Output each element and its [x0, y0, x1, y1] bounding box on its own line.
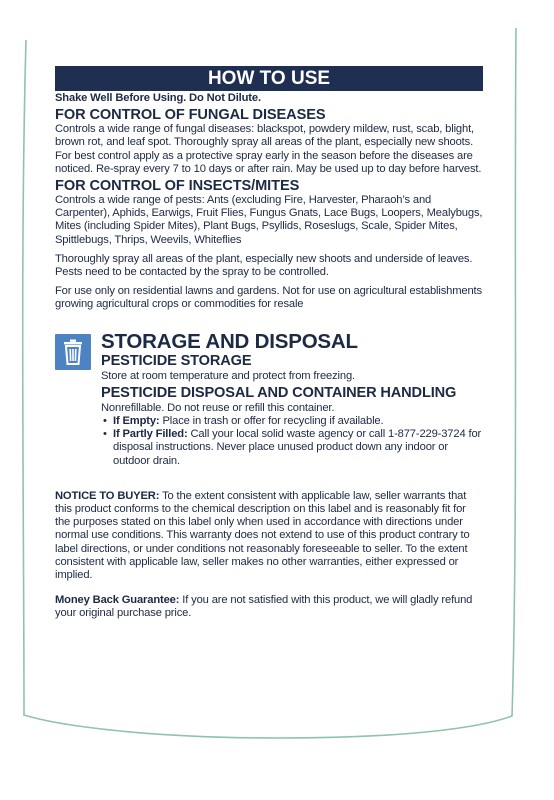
disposal-bullets	[101, 415, 483, 468]
money-back-guarantee	[55, 594, 483, 620]
if-partly-filled-text: Call your local solid waste agency or call 1-877-229-3724 for disposal instructions. Never place unused product down any indoor or outdoor drain.	[113, 428, 482, 467]
spray-instructions: Thoroughly spray all areas of the plant, especially new shoots and underside of leaves. Pests need to be contacted by the spray to be controlled.	[55, 252, 473, 279]
bullet-marker: •	[103, 415, 107, 428]
if-empty-label: If Empty:	[113, 415, 160, 428]
shake-instruction: Shake Well Before Using. Do Not Dilute.	[55, 92, 261, 104]
pesticide-storage-text: Store at room temperature and protect from freezing.	[101, 369, 355, 382]
notice-label: NOTICE TO BUYER:	[55, 489, 160, 502]
pesticide-storage-heading: PESTICIDE STORAGE	[101, 352, 252, 369]
insects-text: Controls a wide range of pests: Ants (excluding Fire, Harvester, Pharaoh’s and Carpenter), Aphids, Earwigs, Fruit Flies, Fungus Gnats, Lace Bugs, Loopers, Mealybugs, Mites (including Spider Mites), Plant Bugs, Psyllids, Roseslugs, Scale, Spider Mites, Spittlebugs, Thrips, Weevils, Whiteflies	[55, 194, 483, 246]
if-empty-text: Place in trash or offer for recycling if available.	[159, 415, 384, 428]
notice-to-buyer	[55, 490, 483, 582]
fungal-text: Controls a wide range of fungal diseases: blackspot, powdery mildew, rust, scab, blight, brown rot, and leaf spot. Thoroughly spray all areas of the plant, especially new shoots. For best control apply as a protective spray early in the season before the diseases are noticed. Re-spray every 7 to 10 days or after rain. May be used up to day before harvest.	[55, 123, 482, 175]
guarantee-label: Money Back Guarantee:	[55, 594, 180, 607]
fungal-heading: FOR CONTROL OF FUNGAL DISEASES	[55, 107, 326, 124]
trash-can-icon	[55, 334, 91, 370]
insects-heading: FOR CONTROL OF INSECTS/MITES	[55, 178, 300, 195]
guarantee-text: If you are not satisfied with this product, we will gladly refund your original purchase price.	[55, 594, 473, 620]
notice-text: To the extent consistent with applicable law, seller warrants that this product conforms to the chemical description on this label and is reasonably fit for the purposes stated on this label only when used in accordance with directions under normal use conditions. This warranty does not extend to use of this product contrary to label directions, or under conditions not reasonably foreseeable to seller. To the extent consistent with applicable law, seller makes no other warranties, either expressed or implied.	[55, 489, 470, 582]
label-content	[55, 66, 483, 621]
use-restriction: For use only on residential lawns and gardens. Not for use on agricultural establishments growing agricultural crops or commodities for resale	[55, 285, 482, 311]
disposal-heading: PESTICIDE DISPOSAL AND CONTAINER HANDLING	[101, 384, 457, 401]
if-partly-filled-item	[101, 428, 483, 468]
storage-section	[55, 329, 483, 468]
disposal-text: Nonrefillable. Do not reuse or refill this container.	[101, 401, 335, 414]
if-empty-item	[101, 415, 483, 428]
bullet-marker: •	[103, 428, 107, 441]
storage-disposal-title: STORAGE AND DISPOSAL	[101, 329, 358, 353]
if-partly-filled-label: If Partly Filled:	[113, 428, 188, 441]
how-to-use-banner: HOW TO USE	[55, 66, 483, 91]
